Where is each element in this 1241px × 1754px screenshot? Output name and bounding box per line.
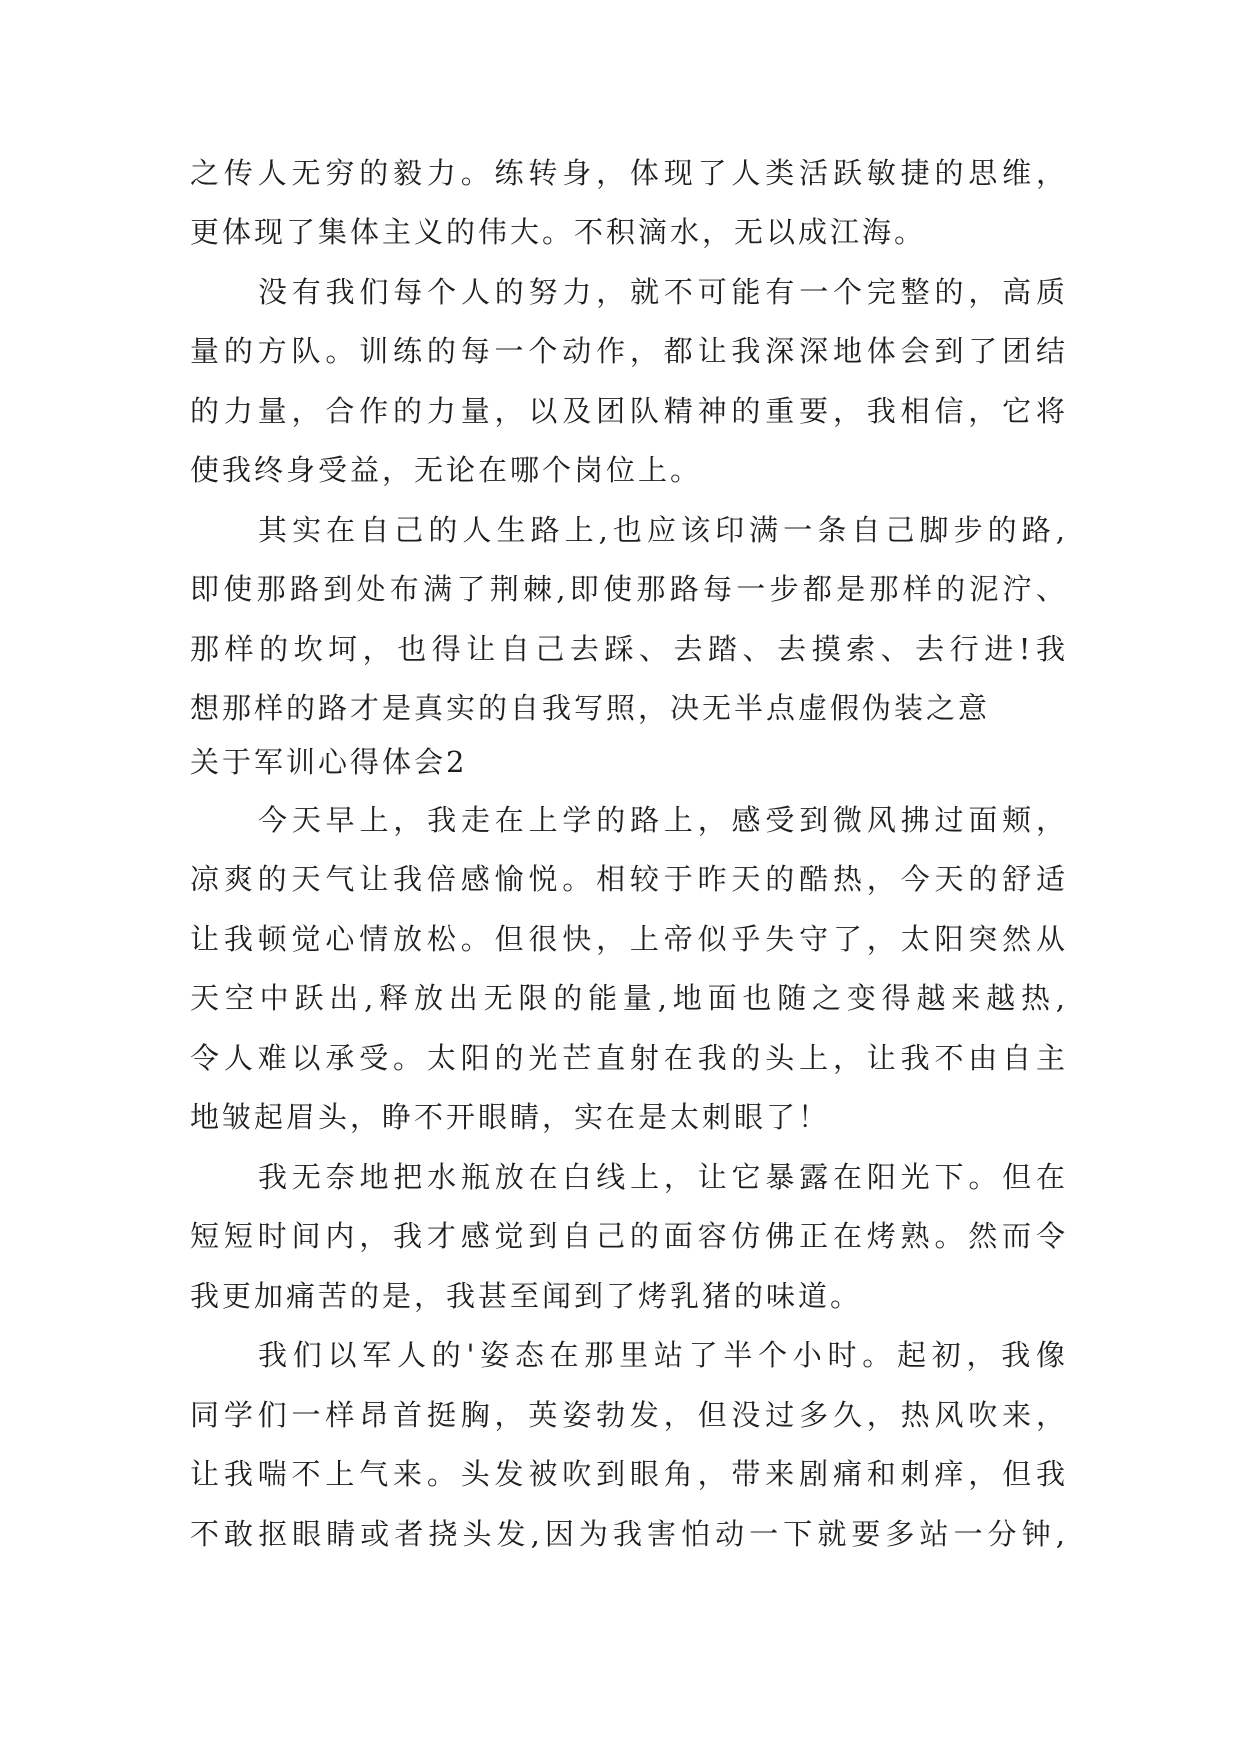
text-line: 让我顿觉心情放松。但很快，上帝似乎失守了，太阳突然从: [190, 922, 1065, 956]
text-line: 之传人无穷的毅力。练转身，体现了人类活跃敏捷的思维，: [190, 156, 1065, 190]
text-line: 想那样的路才是真实的自我写照，决无半点虚假伪装之意: [190, 691, 991, 725]
text-line: 凉爽的天气让我倍感愉悦。相较于昨天的酷热，今天的舒适: [190, 862, 1065, 896]
text-line: 令人难以承受。太阳的光芒直射在我的头上，让我不由自主: [190, 1041, 1065, 1075]
text-line: 我更加痛苦的是，我甚至闻到了烤乳猪的味道。: [190, 1279, 863, 1313]
paragraph-first-line: 今天早上，我走在上学的路上，感受到微风拂过面颊，: [258, 803, 1065, 837]
paragraph-first-line: 我无奈地把水瓶放在白线上，让它暴露在阳光下。但在: [258, 1160, 1065, 1194]
text-line: 那样的坎坷，也得让自己去踩、去踏、去摸索、去行进!我: [190, 632, 1065, 666]
text-line: 的力量，合作的力量，以及团队精神的重要，我相信，它将: [190, 394, 1065, 428]
paragraph-first-line: 我们以军人的'姿态在那里站了半个小时。起初，我像: [258, 1338, 1065, 1372]
text-line: 更体现了集体主义的伟大。不积滴水，无以成江海。: [190, 215, 927, 249]
text-line: 地皱起眉头，睁不开眼睛，实在是太刺眼了！: [190, 1100, 831, 1134]
text-line: 使我终身受益，无论在哪个岗位上。: [190, 453, 703, 487]
text-line: 量的方队。训练的每一个动作，都让我深深地体会到了团结: [190, 334, 1065, 368]
text-line: 短短时间内，我才感觉到自己的面容仿佛正在烤熟。然而令: [190, 1219, 1065, 1253]
text-line: 天空中跃出,释放出无限的能量,地面也随之变得越来越热,: [190, 981, 1065, 1015]
text-line: 不敢抠眼睛或者挠头发,因为我害怕动一下就要多站一分钟,: [190, 1517, 1065, 1551]
paragraph-first-line: 其实在自己的人生路上,也应该印满一条自己脚步的路,: [258, 513, 1065, 547]
paragraph-first-line: 没有我们每个人的努力，就不可能有一个完整的，高质: [258, 275, 1065, 309]
text-line: 让我喘不上气来。头发被吹到眼角，带来剧痛和刺痒，但我: [190, 1457, 1065, 1491]
section-heading: 关于军训心得体会2: [190, 745, 468, 779]
text-line: 同学们一样昂首挺胸，英姿勃发，但没过多久，热风吹来，: [190, 1398, 1065, 1432]
text-line: 即使那路到处布满了荆棘,即使那路每一步都是那样的泥泞、: [190, 572, 1065, 606]
